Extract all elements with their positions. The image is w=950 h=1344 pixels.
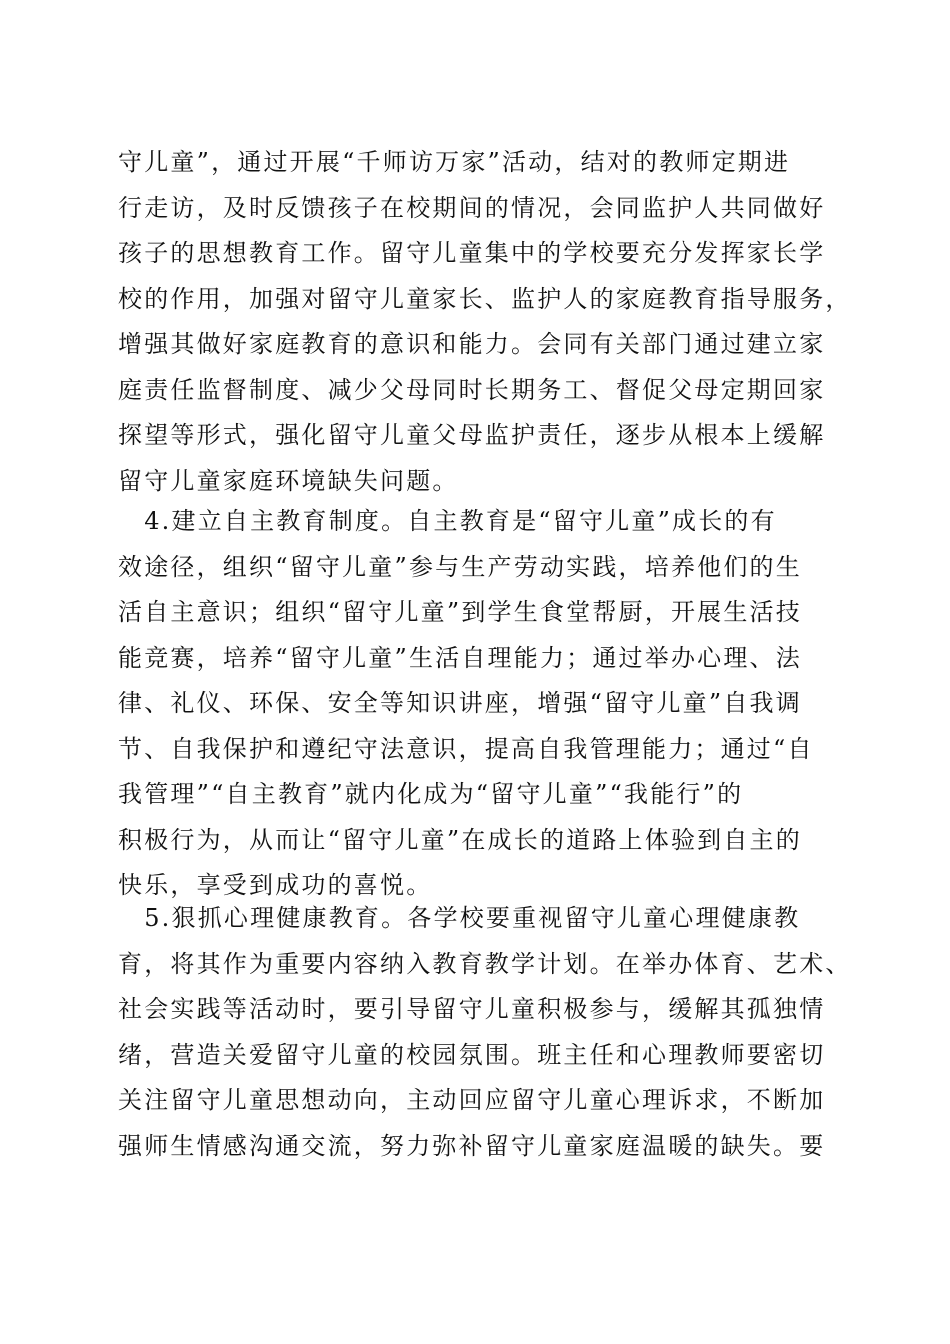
text-line: 快乐，享受到成功的喜悦。 <box>118 871 433 899</box>
text-line: 关注留守儿童思想动向，主动回应留守儿童心理诉求，不断加 <box>118 1086 826 1114</box>
text-line: 探望等形式，强化留守儿童父母监护责任，逐步从根本上缓解 <box>118 421 826 449</box>
text-line: 节、自我保护和遵纪守法意识，提高自我管理能力；通过“自 <box>118 734 814 763</box>
text-line: 我管理”“自主教育”就内化成为“留守儿童”“我能行”的 <box>118 780 744 808</box>
text-line: 育，将其作为重要内容纳入教育教学计划。在举办体育、艺术、 <box>118 949 852 978</box>
text-line: 5.狠抓心理健康教育。各学校要重视留守儿童心理健康教 <box>118 904 801 932</box>
text-line: 4.建立自主教育制度。自主教育是“留守儿童”成长的有 <box>118 507 777 535</box>
text-line: 活自主意识；组织“留守儿童”到学生食堂帮厨，开展生活技 <box>118 598 802 626</box>
text-line: 强师生情感沟通交流，努力弥补留守儿童家庭温暖的缺失。要 <box>118 1131 826 1160</box>
text-line: 绪，营造关爱留守儿童的校园氛围。班主任和心理教师要密切 <box>118 1040 826 1069</box>
text-line: 行走访，及时反馈孩子在校期间的情况，会同监护人共同做好 <box>118 193 826 222</box>
text-line: 积极行为，从而让“留守儿童”在成长的道路上体验到自主的 <box>118 825 802 854</box>
text-line: 留守儿童家庭环境缺失问题。 <box>118 466 459 495</box>
paragraph-mental-health <box>118 896 852 1169</box>
text-line: 律、礼仪、环保、安全等知识讲座，增强“留守儿童”自我调 <box>118 689 802 717</box>
paragraph-self-education <box>118 499 823 909</box>
text-line: 能竞赛，培养“留守儿童”生活自理能力；通过举办心理、法 <box>118 643 802 672</box>
text-line: 社会实践等活动时，要引导留守儿童积极参与，缓解其孤独情 <box>118 995 826 1023</box>
text-line: 校的作用，加强对留守儿童家长、监护人的家庭教育指导服务， <box>118 284 852 313</box>
text-line: 守儿童”，通过开展“千师访万家”活动，结对的教师定期进 <box>118 148 791 176</box>
text-line: 孩子的思想教育工作。留守儿童集中的学校要充分发挥家长学 <box>118 239 826 267</box>
text-line: 庭责任监督制度、减少父母同时长期务工、督促父母定期回家 <box>118 375 826 404</box>
paragraph-monitoring-responsibility <box>118 140 852 504</box>
text-line: 增强其做好家庭教育的意识和能力。会同有关部门通过建立家 <box>118 330 826 358</box>
text-line: 效途径，组织“留守儿童”参与生产劳动实践，培养他们的生 <box>118 552 802 581</box>
